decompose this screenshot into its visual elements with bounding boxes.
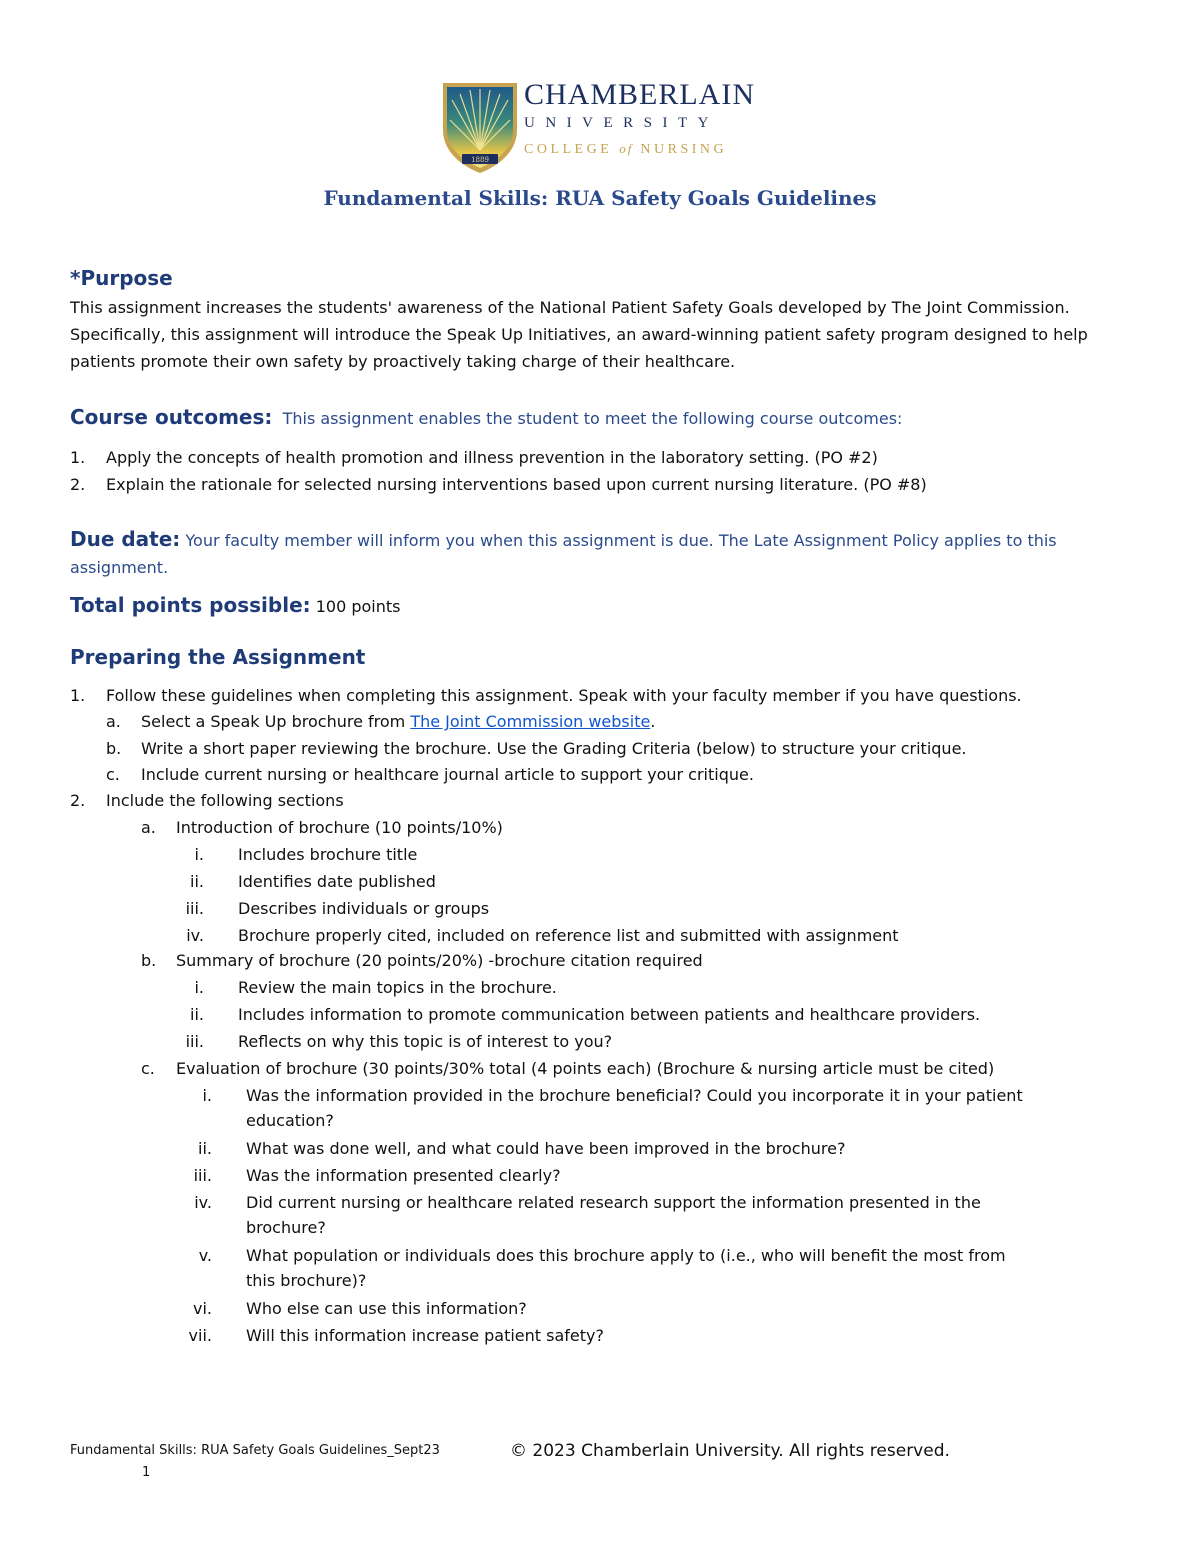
roman-numeral: iv. [194,1193,212,1212]
list-item: Identifies date published [238,872,436,891]
list-item: Include the following sections [106,791,344,810]
section-b-title: Summary of brochure (20 points/20%) -brochure citation required [176,951,703,970]
chamberlain-seal-icon [440,80,520,175]
due-date-heading: Due date: [70,527,181,551]
list-item: Who else can use this information? [246,1299,527,1318]
roman-numeral: ii. [190,1005,204,1024]
purpose-heading: *Purpose [70,266,173,290]
list-letter: b. [106,739,122,758]
total-points-value: 100 points [315,597,401,616]
footer-copyright: © 2023 Chamberlain University. All rights reserved. [510,1441,950,1461]
course-outcomes-heading: Course outcomes: [70,405,273,429]
purpose-text: This assignment increases the students' awareness of the National Patient Safety Goals developed by The Joint Commission. Specifically, this assignment will introduce the Speak Up Initiatives, an award-winning patient safety program designed to help patients promote their own safety by proactively taking charge of their healthcare. [70,298,1088,371]
list-letter: c. [141,1059,155,1078]
list-item: Reflects on why this topic is of interest to you? [238,1032,613,1051]
list-item-continuation: this brochure)? [246,1271,367,1290]
item-1a-text: Select a Speak Up brochure from [141,712,411,731]
section-a-title: Introduction of brochure (10 points/10%) [176,818,503,837]
list-item-continuation: education? [246,1111,334,1130]
chamberlain-logo [524,80,755,158]
list-item: Include current nursing or healthcare journal article to support your critique. [141,765,754,784]
list-letter: a. [106,712,121,731]
list-item: Was the information provided in the brochure beneficial? Could you incorporate it in your patient [246,1086,1023,1105]
course-outcomes-intro: This assignment enables the student to meet the following course outcomes: [282,409,903,428]
logo-college-of: of [619,141,634,156]
list-item: Was the information presented clearly? [246,1166,561,1185]
logo-name: CHAMBERLAIN [524,78,756,111]
list-item: What was done well, and what could have been improved in the brochure? [246,1139,846,1158]
list-item: Describes individuals or groups [238,899,490,918]
logo-college-pre: COLLEGE [524,142,613,157]
seal-year: 1889 [471,156,489,164]
section-c-title: Evaluation of brochure (30 points/30% total (4 points each) (Brochure & nursing article must be cited) [176,1059,995,1078]
roman-numeral: iii. [193,1166,212,1185]
preparing-heading: Preparing the Assignment [70,645,366,669]
list-item: Brochure properly cited, included on reference list and submitted with assignment [238,926,899,945]
roman-numeral: iv. [186,926,204,945]
list-item [141,712,655,731]
list-letter: c. [106,765,120,784]
roman-numeral: v. [198,1246,212,1265]
roman-numeral: ii. [190,872,204,891]
roman-numeral: i. [194,845,204,864]
roman-numeral: iii. [185,899,204,918]
outcome-item: Apply the concepts of health promotion and illness prevention in the laboratory setting. (PO #2) [106,448,878,467]
logo-sub: UNIVERSITY [524,115,719,131]
list-item-continuation: brochure? [246,1218,326,1237]
joint-commission-link[interactable]: The Joint Commission website [410,712,651,731]
course-outcomes-line [70,405,902,429]
total-points-heading: Total points possible: [70,593,311,617]
list-letter: a. [141,818,156,837]
list-item: Follow these guidelines when completing this assignment. Speak with your faculty member if you have questions. [106,686,1022,705]
list-item: Includes brochure title [238,845,418,864]
outcome-number: 2. [70,475,86,494]
due-date-text: Your faculty member will inform you when this assignment is due. The Late Assignment Policy applies to this assignment. [70,531,1057,577]
item-1a-period: . [650,712,656,731]
logo-college [524,141,755,158]
roman-numeral: vi. [193,1299,212,1318]
list-number: 1. [70,686,86,705]
due-date [70,526,1130,581]
outcome-number: 1. [70,448,86,467]
logo-college-post: NURSING [640,142,728,157]
footer-doc-name: Fundamental Skills: RUA Safety Goals Guidelines_Sept23 [70,1443,440,1458]
list-item: Write a short paper reviewing the brochure. Use the Grading Criteria (below) to structure your critique. [141,739,967,758]
total-points [70,593,401,617]
list-item: Includes information to promote communication between patients and healthcare providers. [238,1005,981,1024]
roman-numeral: i. [202,1086,212,1105]
page-title: Fundamental Skills: RUA Safety Goals Guidelines [323,186,877,210]
list-letter: b. [141,951,157,970]
list-item: Review the main topics in the brochure. [238,978,557,997]
roman-numeral: ii. [198,1139,212,1158]
list-item: Did current nursing or healthcare related research support the information presented in the [246,1193,981,1212]
roman-numeral: i. [194,978,204,997]
roman-numeral: vii. [188,1326,212,1345]
roman-numeral: iii. [185,1032,204,1051]
footer-page-number: 1 [142,1465,151,1480]
list-number: 2. [70,791,86,810]
outcome-item: Explain the rationale for selected nursing interventions based upon current nursing literature. (PO #8) [106,475,927,494]
list-item: What population or individuals does this brochure apply to (i.e., who will benefit the most from [246,1246,1006,1265]
list-item: Will this information increase patient safety? [246,1326,604,1345]
